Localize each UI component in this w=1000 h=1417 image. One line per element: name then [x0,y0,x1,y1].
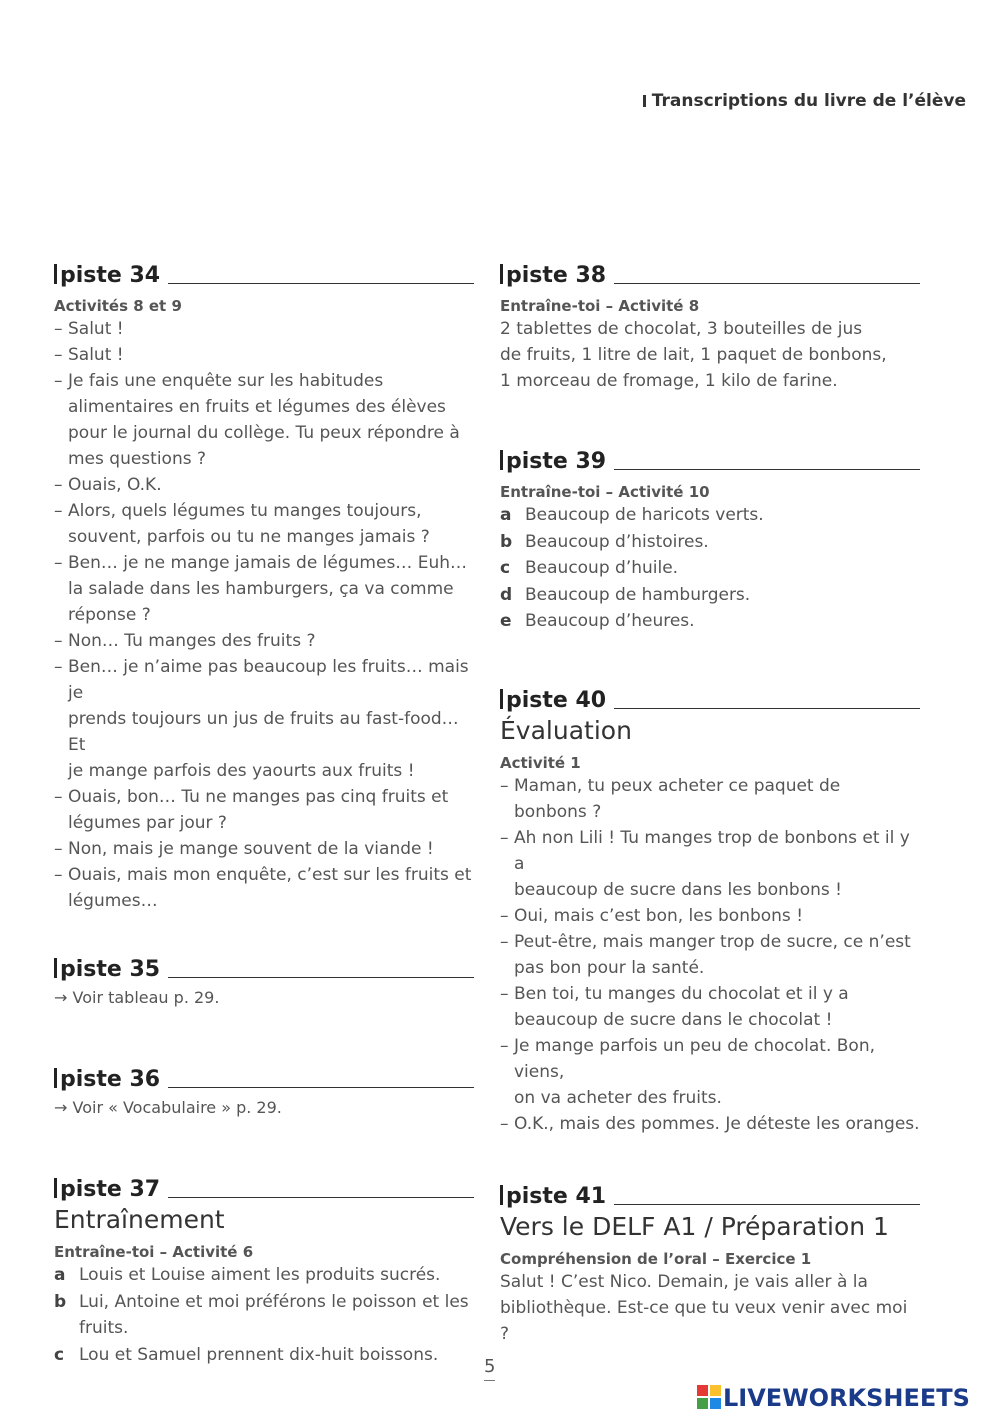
section-subtitle: Vers le DELF A1 / Préparation 1 [500,1211,889,1241]
section-piste-34 [54,258,474,914]
list-item: c Lou et Samuel prennent dix-huit boissons. [54,1344,439,1365]
piste-heading [500,1179,920,1211]
left-column [54,258,474,1368]
activity-label: Entraîne-toi – Activité 10 [500,483,710,501]
right-column [500,258,920,1347]
heading-rule [168,1087,474,1088]
dialogue-line: – O.K., mais des pommes. Je déteste les oranges. [500,1111,920,1137]
dialogue-line: – Ouais, mais mon enquête, c’est sur les fruits et [54,862,474,888]
dialogue-line: – Salut ! [54,316,474,342]
activity-label: Activités 8 et 9 [54,297,182,315]
text-line: de fruits, 1 litre de lait, 1 paquet de bonbons, [500,345,887,365]
piste-title: piste 37 [60,1177,161,1202]
piste-title: piste 40 [506,687,607,713]
text-line: bibliothèque. Est-ce que tu veux venir avec moi ? [500,1297,908,1344]
piste-heading [54,1172,474,1204]
dialogue-line: réponse ? [68,605,151,625]
piste-heading [500,683,920,715]
piste-title: piste 34 [60,263,161,288]
arrow-icon: → [54,1098,73,1117]
piste-heading [500,258,920,290]
heading-rule [614,1204,920,1205]
dialogue-line: – Salut ! [54,342,474,368]
watermark [697,1384,970,1412]
header-marker [643,95,646,107]
page-number-underline [484,1380,495,1381]
dialogue-line: – Maman, tu peux acheter ce paquet de [500,773,920,799]
section-piste-39 [500,444,920,635]
heading-rule [614,283,920,284]
dialogue-line: – Je fais une enquête sur les habitudes [54,368,474,394]
dialogue-line: légumes par jour ? [68,813,227,833]
section-piste-36 [54,1062,474,1120]
dialogue-line: pour le journal du collège. Tu peux répondre à [68,423,460,443]
reference-line: → Voir tableau p. 29. [54,988,220,1007]
list-item: b Lui, Antoine et moi préférons le poisson et les fruits. [54,1291,469,1338]
piste-heading [54,1062,474,1094]
list-item: d Beaucoup de hamburgers. [500,584,751,605]
piste-title: piste 39 [506,449,607,474]
text-line: 1 morceau de fromage, 1 kilo de farine. [500,371,838,391]
dialogue-line: pas bon pour la santé. [514,957,705,978]
section-piste-40 [500,683,920,1137]
header-title: Transcriptions du livre de l’élève [651,91,966,111]
dialogue-line: je mange parfois des yaourts aux fruits ! [68,761,415,781]
section-piste-38 [500,258,920,394]
dialogue-line: – Ben… je ne mange jamais de légumes… Euh… [54,550,474,576]
heading-rule [168,977,474,978]
dialogue-line: – Ah non Lili ! Tu manges trop de bonbons et il y a [500,825,920,877]
dialogue-line: – Peut-être, mais manger trop de sucre, ce n’est [500,929,920,955]
piste-title: piste 38 [506,263,607,288]
list-item: b Beaucoup d’histoires. [500,531,709,552]
dialogue-line: – Ben… je n’aime pas beaucoup les fruits… mais je [54,654,474,706]
section-subtitle: Entraînement [54,1205,225,1234]
piste-heading [500,444,920,476]
arrow-icon: → [54,988,73,1007]
piste-title: piste 41 [506,1183,607,1209]
running-header [643,91,966,111]
dialogue-line: – Oui, mais c’est bon, les bonbons ! [500,903,920,929]
list-item: a Beaucoup de haricots verts. [500,505,764,525]
liveworksheets-logo-icon [697,1385,721,1409]
text-line: Salut ! C’est Nico. Demain, je vais aller à la [500,1271,868,1292]
dialogue-line: alimentaires en fruits et légumes des élèves [68,397,446,417]
dialogue-line: – Ben toi, tu manges du chocolat et il y a [500,981,920,1007]
dialogue-line: – Non, mais je mange souvent de la viande ! [54,836,474,862]
dialogue-line: on va acheter des fruits. [514,1087,722,1108]
dialogue-line: – Ouais, O.K. [54,472,474,498]
dialogue-line: mes questions ? [68,449,207,469]
list-item: c Beaucoup d’huile. [500,558,679,578]
activity-label: Compréhension de l’oral – Exercice 1 [500,1249,812,1268]
section-subtitle: Évaluation [500,715,632,745]
activity-label: Entraîne-toi – Activité 8 [500,297,700,315]
dialogue-line: prends toujours un jus de fruits au fast-food… Et [68,709,459,755]
heading-rule [614,469,920,470]
piste-heading [54,258,474,290]
dialogue-line: la salade dans les hamburgers, ça va comme [68,579,454,599]
dialogue-line: – Non… Tu manges des fruits ? [54,628,474,654]
heading-rule [614,708,920,709]
heading-rule [168,1197,474,1198]
piste-heading [54,952,474,984]
watermark-text: LIVEWORKSHEETS [723,1384,970,1412]
activity-label: Entraîne-toi – Activité 6 [54,1243,254,1261]
activity-label: Activité 1 [500,753,581,772]
piste-title: piste 36 [60,1067,161,1092]
dialogue-line: – Ouais, bon… Tu ne manges pas cinq fruits et [54,784,474,810]
piste-title: piste 35 [60,957,161,982]
heading-rule [168,283,474,284]
section-piste-35 [54,952,474,1010]
list-item: e Beaucoup d’heures. [500,611,695,631]
dialogue-line: légumes… [68,891,158,911]
dialogue-line: beaucoup de sucre dans les bonbons ! [514,879,842,900]
list-item: a Louis et Louise aiment les produits sucrés. [54,1265,441,1285]
dialogue-line: bonbons ? [514,801,602,822]
section-piste-41 [500,1179,920,1347]
dialogue-line: souvent, parfois ou tu ne manges jamais ? [68,527,430,547]
reference-line: → Voir « Vocabulaire » p. 29. [54,1098,282,1117]
text-line: 2 tablettes de chocolat, 3 bouteilles de jus [500,319,863,339]
page-number: 5 [484,1356,495,1377]
dialogue-line: – Alors, quels légumes tu manges toujours, [54,498,474,524]
dialogue-line: – Je mange parfois un peu de chocolat. Bon, viens, [500,1033,920,1085]
dialogue-line: beaucoup de sucre dans le chocolat ! [514,1009,833,1030]
section-piste-37 [54,1172,474,1368]
